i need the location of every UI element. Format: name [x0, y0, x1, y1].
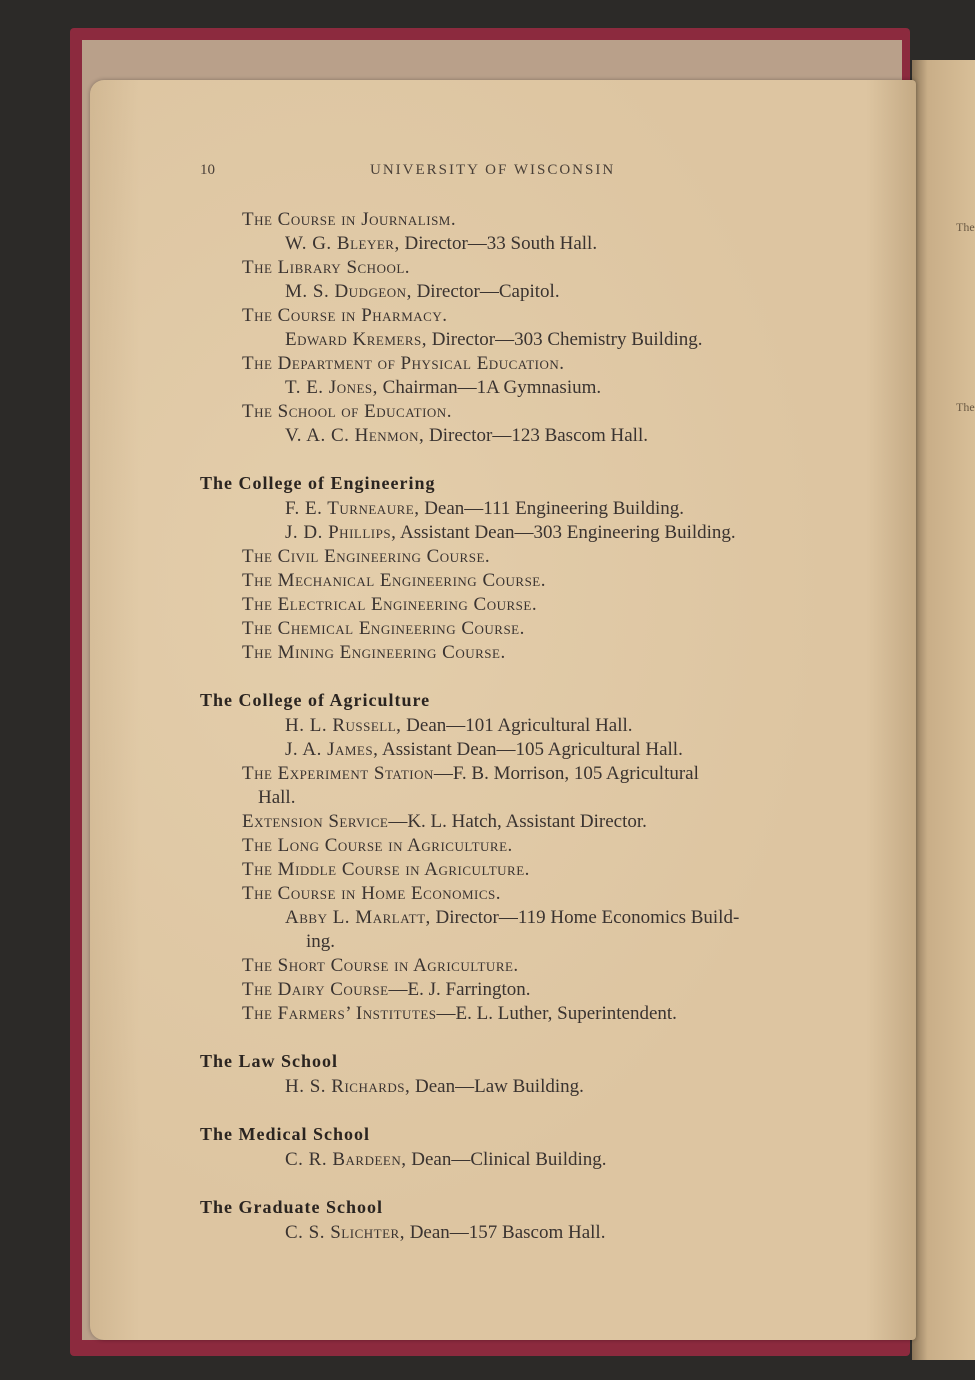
directory-entry — [200, 521, 840, 545]
directory-entry — [200, 497, 840, 521]
person-name: H. L. Russell, — [285, 715, 402, 736]
person-name: J. A. James, — [285, 739, 379, 760]
section-gap — [200, 665, 840, 688]
directory-entry — [200, 714, 840, 738]
directory-entry — [200, 328, 840, 352]
person-name: H. S. Richards, — [285, 1076, 411, 1097]
entry-detail: —E. J. Farrington. — [388, 979, 531, 1000]
unit-name: The Course in Pharmacy. — [242, 305, 448, 326]
person-name: V. A. C. Henmon, — [285, 425, 425, 446]
person-name: Abby L. Marlatt, — [285, 907, 431, 928]
course-line — [200, 208, 840, 232]
section-gap — [200, 448, 840, 471]
continuation-line — [200, 930, 840, 954]
page-header — [200, 162, 658, 182]
course-line — [200, 978, 840, 1002]
unit-name: The Course in Home Economics. — [242, 883, 502, 904]
continuation-line — [200, 786, 840, 810]
section-gap — [200, 1172, 840, 1195]
unit-name: The Dairy Course — [242, 979, 389, 1000]
course-line — [200, 882, 840, 906]
course-line — [200, 400, 840, 424]
college-heading: The College of Agriculture — [200, 690, 431, 710]
course-line — [200, 762, 840, 786]
entry-detail: —F. B. Morrison, 105 Agricultural — [433, 763, 699, 784]
entry-detail: Director—33 South Hall. — [399, 233, 598, 254]
entry-detail: Hall. — [258, 787, 296, 808]
course-line — [200, 352, 840, 376]
facing-page-fragment: The — [956, 400, 975, 414]
unit-name: The Mechanical Engineering Course. — [242, 570, 546, 591]
directory-entry — [200, 280, 840, 304]
entry-detail: Dean—Clinical Building. — [406, 1149, 607, 1170]
running-title: UNIVERSITY OF WISCONSIN — [370, 162, 616, 178]
unit-name: The Course in Journalism. — [242, 209, 457, 230]
directory-entry — [200, 1221, 840, 1245]
college-heading: The College of Engineering — [200, 473, 436, 493]
unit-name: Extension Service — [242, 811, 389, 832]
course-line — [200, 304, 840, 328]
entry-detail: —E. L. Luther, Superintendent. — [436, 1003, 677, 1024]
directory-entry — [200, 424, 840, 448]
course-line — [200, 593, 840, 617]
course-line — [200, 256, 840, 280]
unit-name: The Department of Physical Education. — [242, 353, 565, 374]
unit-name: The Civil Engineering Course. — [242, 546, 491, 567]
course-line — [200, 545, 840, 569]
person-name: W. G. Bleyer, — [285, 233, 400, 254]
facing-page-edge — [912, 60, 975, 1360]
course-line — [200, 858, 840, 882]
entry-detail: ing. — [306, 931, 336, 952]
entry-detail: Chairman—1A Gymnasium. — [377, 377, 602, 398]
unit-name: The Chemical Engineering Course. — [242, 618, 525, 639]
entry-detail: Dean—101 Agricultural Hall. — [401, 715, 633, 736]
entry-detail: Director—Capitol. — [411, 281, 560, 302]
unit-name: The Library School. — [242, 257, 411, 278]
course-line — [200, 617, 840, 641]
college-heading: The Graduate School — [200, 1197, 384, 1217]
unit-name: The Farmers’ Institutes — [242, 1003, 437, 1024]
unit-name: The Middle Course in Agriculture. — [242, 859, 530, 880]
course-line — [200, 569, 840, 593]
unit-name: The Mining Engineering Course. — [242, 642, 506, 663]
course-line — [200, 954, 840, 978]
person-name: J. D. Phillips, — [285, 522, 397, 543]
section-gap — [200, 1026, 840, 1049]
course-line — [200, 810, 840, 834]
directory-entry — [200, 376, 840, 400]
person-name: C. S. Slichter, — [285, 1222, 405, 1243]
entry-detail: Assistant Dean—303 Engineering Building. — [396, 522, 736, 543]
directory-entry — [200, 906, 840, 930]
course-line — [200, 1002, 840, 1026]
facing-page-fragment: The — [956, 220, 975, 234]
entry-detail: Assistant Dean—105 Agricultural Hall. — [378, 739, 683, 760]
directory-content — [200, 208, 840, 1245]
entry-detail: Director—119 Home Economics Build- — [430, 907, 740, 928]
person-name: M. S. Dudgeon, — [285, 281, 412, 302]
directory-entry — [200, 1148, 840, 1172]
page-number: 10 — [200, 162, 215, 178]
unit-name: The Short Course in Agriculture. — [242, 955, 519, 976]
entry-detail: —K. L. Hatch, Assistant Director. — [388, 811, 647, 832]
person-name: T. E. Jones, — [285, 377, 378, 398]
unit-name: The Long Course in Agriculture. — [242, 835, 513, 856]
person-name: C. R. Bardeen, — [285, 1149, 407, 1170]
entry-detail: Dean—111 Engineering Building. — [419, 498, 684, 519]
college-heading: The Medical School — [200, 1124, 370, 1144]
person-name: F. E. Turneaure, — [285, 498, 420, 519]
entry-detail: Dean—157 Bascom Hall. — [404, 1222, 606, 1243]
entry-detail: Dean—Law Building. — [410, 1076, 584, 1097]
entry-detail: Director—303 Chemistry Building. — [427, 329, 703, 350]
section-gap — [200, 1099, 840, 1122]
person-name: Edward Kremers, — [285, 329, 428, 350]
directory-entry — [200, 738, 840, 762]
entry-detail: Director—123 Bascom Hall. — [424, 425, 648, 446]
unit-name: The Experiment Station — [242, 763, 434, 784]
college-heading: The Law School — [200, 1051, 339, 1071]
directory-entry — [200, 1075, 840, 1099]
unit-name: The Electrical Engineering Course. — [242, 594, 538, 615]
course-line — [200, 834, 840, 858]
course-line — [200, 641, 840, 665]
unit-name: The School of Education. — [242, 401, 452, 422]
directory-entry — [200, 232, 840, 256]
